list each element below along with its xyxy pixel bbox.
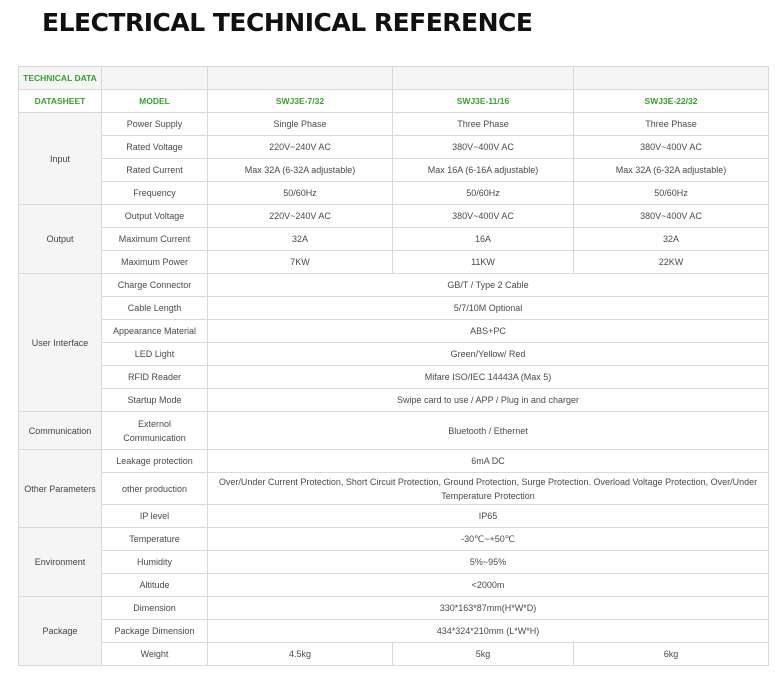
model-name: SWJ3E-7/32 xyxy=(208,90,393,113)
table-row xyxy=(19,251,769,274)
row-label: Startup Mode xyxy=(102,389,208,412)
table-row xyxy=(19,274,769,297)
table-row xyxy=(19,389,769,412)
group-label: Environment xyxy=(19,528,102,597)
table-cell: 6kg xyxy=(574,643,769,666)
model-name: SWJ3E-11/16 xyxy=(393,90,574,113)
model-label: MODEL xyxy=(102,90,208,113)
row-label: Temperature xyxy=(102,528,208,551)
table-cell: 380V~400V AC xyxy=(574,136,769,159)
table-cell: GB/T / Type 2 Cable xyxy=(208,274,769,297)
table-row xyxy=(19,528,769,551)
table-cell: 4.5kg xyxy=(208,643,393,666)
row-label: RFID Reader xyxy=(102,366,208,389)
table-cell: 22KW xyxy=(574,251,769,274)
group-label: Output xyxy=(19,205,102,274)
table-cell: Single Phase xyxy=(208,113,393,136)
table-row xyxy=(19,551,769,574)
model-name: SWJ3E-22/32 xyxy=(574,90,769,113)
table-row xyxy=(19,505,769,528)
row-label: Maximum Power xyxy=(102,251,208,274)
group-label: Package xyxy=(19,597,102,666)
row-label: Altitude xyxy=(102,574,208,597)
table-cell: ABS+PC xyxy=(208,320,769,343)
table-row xyxy=(19,159,769,182)
row-label: Dimension xyxy=(102,597,208,620)
table-cell: Over/Under Current Protection, Short Circuit Protection, Ground Protection, Surge Protection. Overload Voltage Protection, Over/Under Temperature Protection xyxy=(208,473,769,505)
header-row-models xyxy=(19,90,769,113)
spec-table xyxy=(18,66,769,666)
table-cell: Max 32A (6-32A adjustable) xyxy=(574,159,769,182)
table-row xyxy=(19,343,769,366)
table-cell: 32A xyxy=(574,228,769,251)
row-label: Output Voltage xyxy=(102,205,208,228)
table-cell: 6mA DC xyxy=(208,450,769,473)
row-label: Humidity xyxy=(102,551,208,574)
table-row xyxy=(19,597,769,620)
row-label: IP level xyxy=(102,505,208,528)
table-cell: 380V~400V AC xyxy=(393,136,574,159)
table-row xyxy=(19,136,769,159)
row-label: Package Dimension xyxy=(102,620,208,643)
table-row xyxy=(19,574,769,597)
table-cell: Three Phase xyxy=(393,113,574,136)
table-row xyxy=(19,450,769,473)
table-cell: 50/60Hz xyxy=(208,182,393,205)
row-label: Externol Communication xyxy=(102,412,208,450)
row-label: other production xyxy=(102,473,208,505)
header-empty-cell xyxy=(208,67,393,90)
table-cell: 5kg xyxy=(393,643,574,666)
table-cell: 380V~400V AC xyxy=(393,205,574,228)
table-cell: -30℃~+50℃ xyxy=(208,528,769,551)
table-cell: Max 32A (6-32A adjustable) xyxy=(208,159,393,182)
table-row xyxy=(19,643,769,666)
header-row-top xyxy=(19,67,769,90)
table-row xyxy=(19,228,769,251)
header-empty-cell xyxy=(574,67,769,90)
group-label: Other Parameters xyxy=(19,450,102,528)
table-cell: 5/7/10M Optional xyxy=(208,297,769,320)
table-cell: 220V~240V AC xyxy=(208,136,393,159)
technical-data-label: TECHNICAL DATA xyxy=(19,67,102,90)
table-cell: Max 16A (6-16A adjustable) xyxy=(393,159,574,182)
row-label: Appearance Material xyxy=(102,320,208,343)
table-cell: 16A xyxy=(393,228,574,251)
table-cell: 434*324*210mm (L*W*H) xyxy=(208,620,769,643)
table-row xyxy=(19,473,769,505)
header-empty-cell xyxy=(393,67,574,90)
table-cell: Three Phase xyxy=(574,113,769,136)
row-label: LED Light xyxy=(102,343,208,366)
datasheet-label: DATASHEET xyxy=(19,90,102,113)
row-label: Frequency xyxy=(102,182,208,205)
group-label: Communication xyxy=(19,412,102,450)
table-cell: 330*163*87mm(H*W*D) xyxy=(208,597,769,620)
row-label: Cable Length xyxy=(102,297,208,320)
row-label: Weight xyxy=(102,643,208,666)
table-row xyxy=(19,182,769,205)
table-cell: 220V~240V AC xyxy=(208,205,393,228)
table-cell: 380V~400V AC xyxy=(574,205,769,228)
table-row xyxy=(19,205,769,228)
table-cell: 50/60Hz xyxy=(574,182,769,205)
table-cell: <2000m xyxy=(208,574,769,597)
table-cell: 32A xyxy=(208,228,393,251)
row-label: Charge Connector xyxy=(102,274,208,297)
table-cell: Swipe card to use / APP / Plug in and charger xyxy=(208,389,769,412)
table-row xyxy=(19,113,769,136)
group-label: Input xyxy=(19,113,102,205)
row-label: Rated Voltage xyxy=(102,136,208,159)
table-cell: Bluetooth / Ethernet xyxy=(208,412,769,450)
table-row xyxy=(19,366,769,389)
table-cell: 5%~95% xyxy=(208,551,769,574)
row-label: Leakage protection xyxy=(102,450,208,473)
row-label: Power Supply xyxy=(102,113,208,136)
table-cell: Mifare ISO/IEC 14443A (Max 5) xyxy=(208,366,769,389)
group-label: User Interface xyxy=(19,274,102,412)
page-title: ELECTRICAL TECHNICAL REFERENCE xyxy=(42,8,533,37)
table-row xyxy=(19,320,769,343)
table-row xyxy=(19,412,769,450)
table-cell: 50/60Hz xyxy=(393,182,574,205)
table-cell: 11KW xyxy=(393,251,574,274)
row-label: Rated Current xyxy=(102,159,208,182)
header-empty-cell xyxy=(102,67,208,90)
table-cell: Green/Yellow/ Red xyxy=(208,343,769,366)
table-cell: IP65 xyxy=(208,505,769,528)
table-cell: 7KW xyxy=(208,251,393,274)
table-row xyxy=(19,620,769,643)
row-label: Maximum Current xyxy=(102,228,208,251)
table-row xyxy=(19,297,769,320)
